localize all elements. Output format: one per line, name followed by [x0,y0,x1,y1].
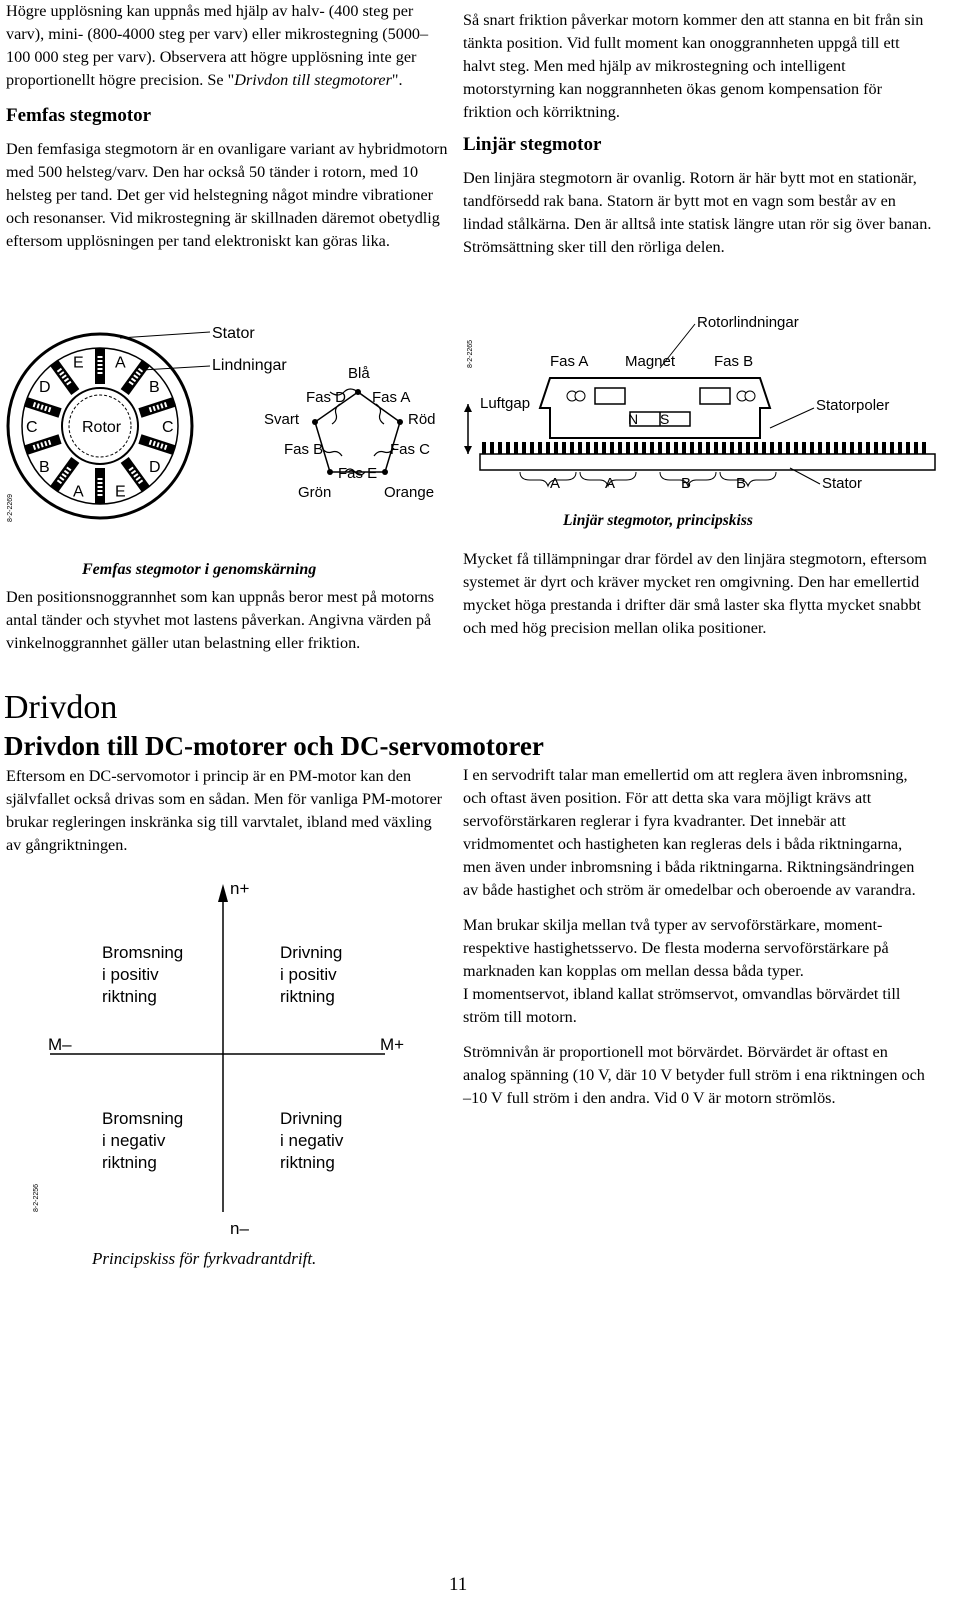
fas-b-label-lin: Fas B [714,353,754,370]
svg-text:Bromsning: Bromsning [102,943,184,962]
linjar-figure-code: 8-2-2265 [467,339,474,368]
stator-tooth [818,442,822,454]
intro-link-ref: Drivdon till stegmotorer [234,71,392,89]
stator-tooth [666,442,670,454]
stator-tooth [906,442,910,454]
n-minus-label: n– [230,1219,249,1238]
svg-text:riktning: riktning [102,1153,157,1172]
svg-text:riktning: riktning [102,987,157,1006]
stator-tooth [698,442,702,454]
section-subtitle: Drivdon till DC-motorer och DC-servomotorer [4,731,544,761]
magnet-label: Magnet [625,353,676,370]
quadrant-upper-right [280,943,342,1006]
accuracy-paragraph: Den positionsnoggrannhet som kan uppnås beror mest på motorns antal tänder och styvhet mot lastens påverkan. Angivna värden på vinkelnoggrannhet gäller utan belastning eller friktion. [6,588,435,652]
stator-tooth [882,442,886,454]
stator-tooth [754,442,758,454]
stator-tooth [530,442,534,454]
left-intro-block [6,0,451,253]
stator-tooth [914,442,918,454]
svg-text:i negativ: i negativ [102,1131,166,1150]
stator-tooth [850,442,854,454]
quadrant-lower-left [102,1109,183,1172]
stator-tooth [738,442,742,454]
stator-label-lin: Stator [822,475,863,492]
rotor-label: Rotor [82,419,122,436]
svg-text:i positiv: i positiv [102,965,159,984]
intro-paragraph: Högre upplösning kan uppnås med hjälp av halv- (400 steg per varv), mini- (800-4000 steg per varv) eller mikrostegning (5000–100 000 steg per varv). Observera att högre upplösning inte ger proportionellt högre precision. Se "Drivdon till stegmotorer". [6,2,429,89]
s-pole-label: S [660,411,670,427]
orange-label: Orange [384,484,435,501]
bottom-a1-label: A [550,475,561,492]
page-number: 11 [449,1574,468,1595]
bottom-b1-label: B [681,475,692,492]
stator-pole [140,439,174,450]
stator-tooth [538,442,542,454]
svart-label: Svart [264,411,300,428]
up-arrowhead [218,884,228,902]
rotorlindningar-label: Rotorlindningar [697,314,799,331]
gron-label: Grön [298,484,332,501]
linjar-application-paragraph: Mycket få tillämpningar drar fördel av den linjära stegmotorn, eftersom systemet är dyrt och kräver mycket ren omgivning. Den har emellertid mycket höga prestanda i drifter där små laster ska flytta mycket snabbt och med hög precision mellan olika positioner. [463,550,927,637]
femfas-figure [0,322,450,584]
bla-label: Blå [348,365,370,382]
stator-tooth [522,442,526,454]
pole-letter: D [38,379,51,397]
bottom-a2-label: A [605,475,616,492]
quadrant-lower-right [280,1109,344,1172]
linjar-figure [460,308,938,540]
stator-tooth [722,442,726,454]
stator-tooth [898,442,902,454]
svg-text:Drivning: Drivning [280,943,343,962]
stator-pole [125,363,146,392]
stator-tooth [642,442,646,454]
stator-tooth [770,442,774,454]
fas-d-label: Fas D [306,389,347,406]
pole-letter: E [115,483,126,501]
current-level-paragraph: Strömnivån är proportionell mot börvärdet. Börvärdet är oftast en analog spänning (10 V, där 10 V betyder full ström i ena riktningen och –10 V full ström i den andra. Vid 0 V är motorn strömlös. [463,1043,925,1107]
svg-text:i negativ: i negativ [280,1131,344,1150]
stator-tooth [674,442,678,454]
lindningar-label: Lindningar [212,357,287,374]
stator-tooth [570,442,574,454]
stator-tooth [842,442,846,454]
stator-tooth [682,442,686,454]
pole-letter: C [162,419,174,436]
femfas-heading: Femfas stegmotor [6,105,152,126]
moment-servo-paragraph: I momentservot, ibland kallat strömservot, omvandlas börvärdet till ström till motorn. [463,985,901,1026]
stator-tooth [514,442,518,454]
stator-tooth [626,442,630,454]
stator-tooth [858,442,862,454]
stator-tooth [834,442,838,454]
stator-tooth [786,442,790,454]
stator-tooth [586,442,590,454]
rod-label: Röd [408,411,436,428]
fas-e-label: Fas E [338,465,378,482]
stator-tooth [922,442,926,454]
quadrant-figure [30,872,450,1277]
statorpoler-leader [770,408,814,428]
stator-tooth [866,442,870,454]
quadrant-figure-code: 8-2-2256 [33,1183,40,1212]
stator-tooth [826,442,830,454]
pole-letter: E [72,354,84,372]
right-after-figure [463,548,933,640]
stator-tooth [778,442,782,454]
figure-code: 8-2-2269 [7,493,14,522]
pole-letter: D [149,458,161,476]
stator-tooth [578,442,582,454]
stator-tooth [594,442,598,454]
stator-pole [140,402,174,413]
stator-tooth [874,442,878,454]
pole-letter: B [38,458,50,476]
stator-tooth [690,442,694,454]
stator-tooth [714,442,718,454]
right-top-block [463,9,933,259]
femfas-caption: Femfas stegmotor i genomskärning [82,561,317,578]
pole-letter: A [72,483,84,501]
linjar-body: Den linjära stegmotorn är ovanlig. Rotorn är här bytt mot en stationär, tandförsedd rak bana. Statorn är bytt mot en vagn som består av en lindad stålkärna. Den är alltså inte statisk längre utan rör sig över banan. Strömsättning sker till den rörliga delen. [463,169,932,256]
friction-paragraph: Så snart friktion påverkar motorn kommer den att stanna en bit från sin tänkta position. Vid fullt moment kan onoggrannheten uppgå till ett halvt steg. Men med hjälp av mikrostegning och intelligent motorstyrning kan noggrannheten ökas genom kompensation för friktion och körriktning. [463,11,924,121]
left-dc-block [6,765,451,857]
stator-base [480,454,935,470]
pole-letter: B [149,379,160,397]
svg-text:Bromsning: Bromsning [102,1109,184,1128]
stator-tooth [802,442,806,454]
svg-text:riktning: riktning [280,987,335,1006]
femfas-body: Den femfasiga stegmotorn är en ovanligare variant av hybridmotorn med 500 helsteg/varv. Den har också 50 tänder i rotorn, med 10 helsteg per tand. Det ger vid helstegning något mindre vibrationer och resonanser. Vid mikrostegning är skillnaden däremot obetydlig eftersom upplösningen per tand elektroniskt kan göras lika. [6,140,448,250]
stator-tooth [890,442,894,454]
m-plus-label: M+ [380,1035,405,1054]
stator-tooth [650,442,654,454]
stator-tooth [490,442,494,454]
stator-tooth [506,442,510,454]
carriage [540,378,770,438]
stator-pole [125,460,146,489]
fas-c-label: Fas C [390,441,431,458]
stator-tooth [746,442,750,454]
fas-a-label-lin: Fas A [550,353,589,370]
stator-tooth [554,442,558,454]
stator-tooth [562,442,566,454]
dc-intro-paragraph: Eftersom en DC-servomotor i princip är en PM-motor kan den självfallet också drivas som en sådan. Men för vanliga PM-motorer brukar regleringen inskränka sig till varvtalet, ibland med växling av gångriktningen. [6,767,443,854]
stator-tooth [794,442,798,454]
right-dc-block [463,764,933,1110]
section-title: Drivdon [4,689,118,726]
brace-a1 [520,472,576,486]
quadrant-upper-left [102,943,183,1006]
luftgap-label: Luftgap [480,395,531,412]
stator-tooth [610,442,614,454]
stator-tooth [546,442,550,454]
fas-a-label: Fas A [372,389,411,406]
stator-tooth [498,442,502,454]
n-pole-label: N [628,411,639,427]
pole-letter: C [26,419,38,436]
servo-types-paragraph: Man brukar skilja mellan två typer av servoförstärkare, moment- respektive hastighetsservo. De flesta moderna servoförstärkare på marknaden kan kopplas om mellan dessa båda typer. [463,916,889,980]
m-minus-label: M– [48,1035,72,1054]
quadrant-caption: Principskiss för fyrkvadrantdrift. [92,1249,317,1268]
stator-tooth [810,442,814,454]
stator-tooth [730,442,734,454]
stator-tooth [634,442,638,454]
stator-leader [120,332,210,338]
svg-text:Drivning: Drivning [280,1109,343,1128]
left-after-figure [6,586,451,655]
statorpoler-label: Statorpoler [816,397,890,414]
stator-label: Stator [212,325,255,342]
stator-tooth [706,442,710,454]
fas-b-label: Fas B [284,441,324,458]
n-plus-label: n+ [230,879,250,898]
stator-tooth [602,442,606,454]
toothed-stator-track [482,442,926,454]
stator-tooth [482,442,486,454]
pole-letter: A [115,354,126,372]
bottom-b2-label: B [736,475,747,492]
stator-tooth [658,442,662,454]
brace-b2 [720,472,776,486]
linjar-heading: Linjär stegmotor [463,134,602,155]
stator-tooth [762,442,766,454]
stator-tooth [618,442,622,454]
svg-text:i positiv: i positiv [280,965,337,984]
svg-text:riktning: riktning [280,1153,335,1172]
servo-paragraph: I en servodrift talar man emellertid om att reglera även inbromsning, och oftast även position. För att detta ska vara möjligt krävs att servoförstärkaren reglerar i fyra kvadranter. Det innebär att vridmomentet och hastigheten kan regleras dels i båda riktningarna, men även under inbromsning i båda riktningarna. Riktningsändringen av både hastighet och ström är omedelbar och oberoende av varandra. [463,766,916,899]
linjar-caption: Linjär stegmotor, principskiss [563,512,753,529]
